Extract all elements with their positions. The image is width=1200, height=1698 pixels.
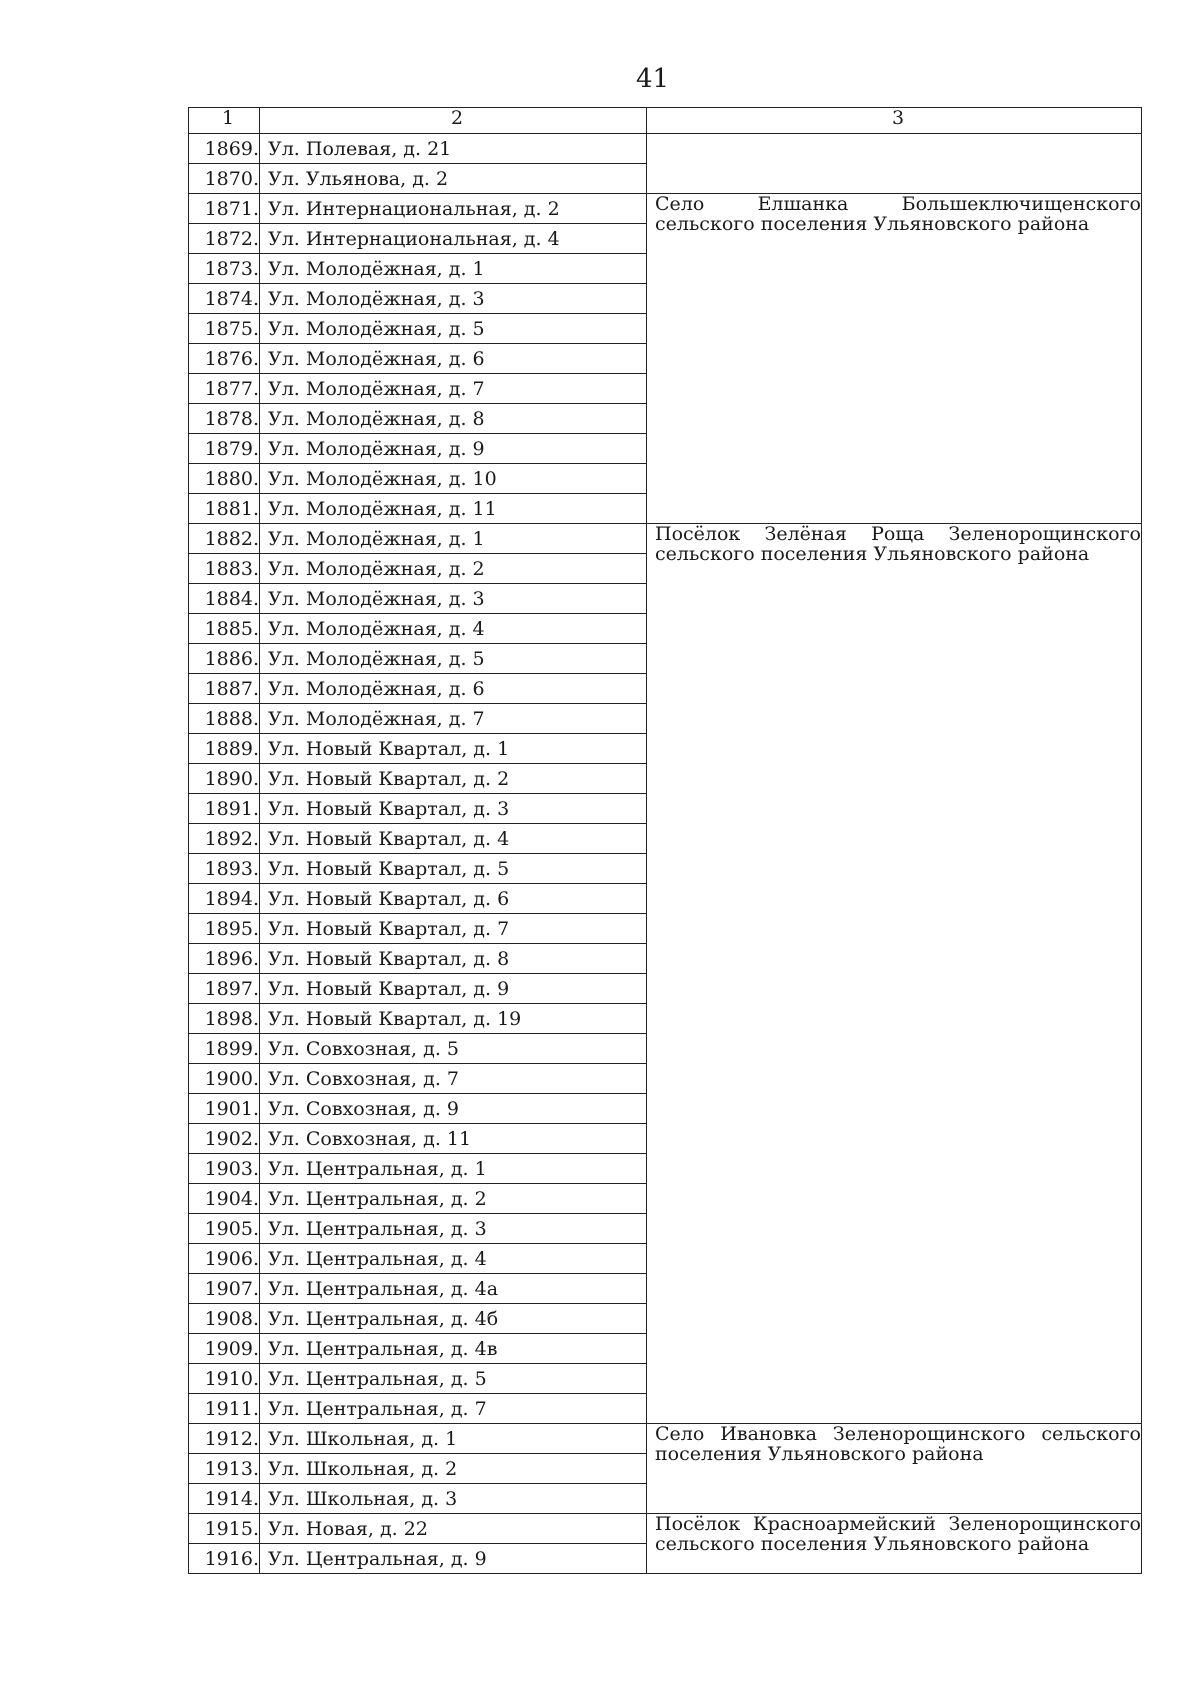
address-cell: Ул. Совхозная, д. 5 bbox=[260, 1034, 647, 1064]
address-cell: Ул. Молодёжная, д. 4 bbox=[260, 614, 647, 644]
address-cell: Ул. Ульянова, д. 2 bbox=[260, 164, 647, 194]
row-number: 1905. bbox=[189, 1214, 260, 1244]
settlement-cell: Село Ивановка Зеленорощинского сельского поселения Ульяновского района bbox=[647, 1424, 1142, 1514]
address-cell: Ул. Центральная, д. 3 bbox=[260, 1214, 647, 1244]
row-number: 1881. bbox=[189, 494, 260, 524]
address-cell: Ул. Центральная, д. 4 bbox=[260, 1244, 647, 1274]
address-cell: Ул. Молодёжная, д. 9 bbox=[260, 434, 647, 464]
address-cell: Ул. Интернациональная, д. 4 bbox=[260, 224, 647, 254]
row-number: 1880. bbox=[189, 464, 260, 494]
column-header-1: 1 bbox=[189, 108, 260, 134]
table-row bbox=[189, 194, 1142, 224]
row-number: 1906. bbox=[189, 1244, 260, 1274]
address-cell: Ул. Интернациональная, д. 2 bbox=[260, 194, 647, 224]
address-cell: Ул. Молодёжная, д. 1 bbox=[260, 524, 647, 554]
address-cell: Ул. Полевая, д. 21 bbox=[260, 134, 647, 164]
row-number: 1909. bbox=[189, 1334, 260, 1364]
table-row bbox=[189, 134, 1142, 164]
address-cell: Ул. Новый Квартал, д. 6 bbox=[260, 884, 647, 914]
address-cell: Ул. Школьная, д. 1 bbox=[260, 1424, 647, 1454]
row-number: 1902. bbox=[189, 1124, 260, 1154]
row-number: 1886. bbox=[189, 644, 260, 674]
page-number: 41 bbox=[635, 64, 670, 94]
row-number: 1883. bbox=[189, 554, 260, 584]
row-number: 1888. bbox=[189, 704, 260, 734]
row-number: 1911. bbox=[189, 1394, 260, 1424]
settlement-cell: Село Елшанка Большеключищенского сельского поселения Ульяновского района bbox=[647, 194, 1142, 524]
address-cell: Ул. Совхозная, д. 7 bbox=[260, 1064, 647, 1094]
settlement-cell bbox=[647, 134, 1142, 194]
row-number: 1907. bbox=[189, 1274, 260, 1304]
row-number: 1874. bbox=[189, 284, 260, 314]
row-number: 1900. bbox=[189, 1064, 260, 1094]
row-number: 1899. bbox=[189, 1034, 260, 1064]
address-cell: Ул. Новый Квартал, д. 19 bbox=[260, 1004, 647, 1034]
address-cell: Ул. Молодёжная, д. 1 bbox=[260, 254, 647, 284]
row-number: 1892. bbox=[189, 824, 260, 854]
row-number: 1904. bbox=[189, 1184, 260, 1214]
row-number: 1872. bbox=[189, 224, 260, 254]
address-cell: Ул. Молодёжная, д. 7 bbox=[260, 704, 647, 734]
row-number: 1896. bbox=[189, 944, 260, 974]
address-cell: Ул. Новый Квартал, д. 2 bbox=[260, 764, 647, 794]
row-number: 1877. bbox=[189, 374, 260, 404]
row-number: 1869. bbox=[189, 134, 260, 164]
row-number: 1890. bbox=[189, 764, 260, 794]
address-cell: Ул. Молодёжная, д. 6 bbox=[260, 674, 647, 704]
row-number: 1887. bbox=[189, 674, 260, 704]
row-number: 1915. bbox=[189, 1514, 260, 1544]
address-cell: Ул. Новый Квартал, д. 5 bbox=[260, 854, 647, 884]
address-cell: Ул. Новый Квартал, д. 7 bbox=[260, 914, 647, 944]
address-cell: Ул. Центральная, д. 4в bbox=[260, 1334, 647, 1364]
address-cell: Ул. Молодёжная, д. 2 bbox=[260, 554, 647, 584]
address-cell: Ул. Совхозная, д. 9 bbox=[260, 1094, 647, 1124]
address-cell: Ул. Центральная, д. 2 bbox=[260, 1184, 647, 1214]
address-cell: Ул. Центральная, д. 7 bbox=[260, 1394, 647, 1424]
row-number: 1884. bbox=[189, 584, 260, 614]
address-cell: Ул. Молодёжная, д. 7 bbox=[260, 374, 647, 404]
registry-table bbox=[188, 107, 1142, 1574]
row-number: 1894. bbox=[189, 884, 260, 914]
address-cell: Ул. Совхозная, д. 11 bbox=[260, 1124, 647, 1154]
address-cell: Ул. Молодёжная, д. 5 bbox=[260, 644, 647, 674]
row-number: 1903. bbox=[189, 1154, 260, 1184]
settlement-cell: Посёлок Красноармейский Зеленорощинского сельского поселения Ульяновского района bbox=[647, 1514, 1142, 1574]
settlement-cell: Посёлок Зелёная Роща Зеленорощинского сельского поселения Ульяновского района bbox=[647, 524, 1142, 1424]
address-cell: Ул. Новый Квартал, д. 8 bbox=[260, 944, 647, 974]
row-number: 1879. bbox=[189, 434, 260, 464]
column-header-2: 2 bbox=[260, 108, 647, 134]
row-number: 1876. bbox=[189, 344, 260, 374]
address-cell: Ул. Центральная, д. 4б bbox=[260, 1304, 647, 1334]
row-number: 1882. bbox=[189, 524, 260, 554]
address-cell: Ул. Новый Квартал, д. 4 bbox=[260, 824, 647, 854]
address-cell: Ул. Школьная, д. 2 bbox=[260, 1454, 647, 1484]
row-number: 1891. bbox=[189, 794, 260, 824]
row-number: 1893. bbox=[189, 854, 260, 884]
table-row bbox=[189, 1514, 1142, 1544]
address-cell: Ул. Молодёжная, д. 6 bbox=[260, 344, 647, 374]
row-number: 1895. bbox=[189, 914, 260, 944]
row-number: 1897. bbox=[189, 974, 260, 1004]
address-cell: Ул. Центральная, д. 5 bbox=[260, 1364, 647, 1394]
row-number: 1910. bbox=[189, 1364, 260, 1394]
row-number: 1889. bbox=[189, 734, 260, 764]
address-cell: Ул. Центральная, д. 4а bbox=[260, 1274, 647, 1304]
row-number: 1878. bbox=[189, 404, 260, 434]
address-cell: Ул. Новый Квартал, д. 3 bbox=[260, 794, 647, 824]
address-cell: Ул. Молодёжная, д. 11 bbox=[260, 494, 647, 524]
row-number: 1898. bbox=[189, 1004, 260, 1034]
column-header-3: 3 bbox=[647, 108, 1142, 134]
address-cell: Ул. Молодёжная, д. 3 bbox=[260, 284, 647, 314]
row-number: 1913. bbox=[189, 1454, 260, 1484]
table-body bbox=[189, 134, 1142, 1574]
row-number: 1870. bbox=[189, 164, 260, 194]
row-number: 1873. bbox=[189, 254, 260, 284]
address-cell: Ул. Молодёжная, д. 10 bbox=[260, 464, 647, 494]
table-header bbox=[189, 108, 1142, 134]
row-number: 1914. bbox=[189, 1484, 260, 1514]
address-cell: Ул. Центральная, д. 9 bbox=[260, 1544, 647, 1574]
address-cell: Ул. Молодёжная, д. 3 bbox=[260, 584, 647, 614]
address-cell: Ул. Новая, д. 22 bbox=[260, 1514, 647, 1544]
table-row bbox=[189, 1424, 1142, 1454]
row-number: 1875. bbox=[189, 314, 260, 344]
row-number: 1908. bbox=[189, 1304, 260, 1334]
address-cell: Ул. Центральная, д. 1 bbox=[260, 1154, 647, 1184]
address-cell: Ул. Новый Квартал, д. 1 bbox=[260, 734, 647, 764]
row-number: 1912. bbox=[189, 1424, 260, 1454]
address-cell: Ул. Новый Квартал, д. 9 bbox=[260, 974, 647, 1004]
address-cell: Ул. Молодёжная, д. 5 bbox=[260, 314, 647, 344]
table-row bbox=[189, 524, 1142, 554]
row-number: 1901. bbox=[189, 1094, 260, 1124]
address-cell: Ул. Молодёжная, д. 8 bbox=[260, 404, 647, 434]
row-number: 1916. bbox=[189, 1544, 260, 1574]
address-cell: Ул. Школьная, д. 3 bbox=[260, 1484, 647, 1514]
row-number: 1885. bbox=[189, 614, 260, 644]
row-number: 1871. bbox=[189, 194, 260, 224]
